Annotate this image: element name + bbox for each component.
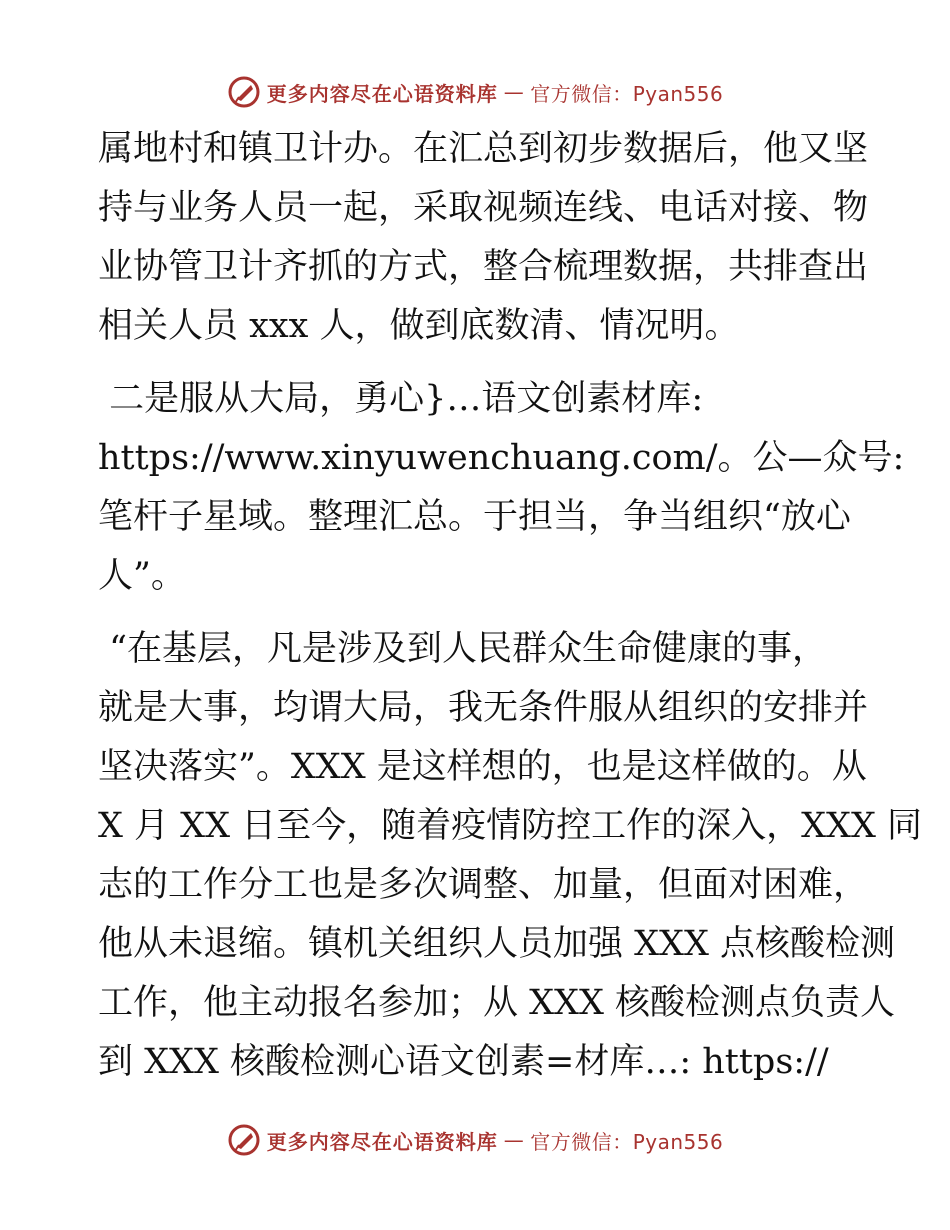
- text-line: 坚决落实”。XXX 是这样想的，也是这样做的。从: [98, 747, 867, 787]
- text-line: 他从未退缩。镇机关组织人员加强 XXX 点核酸检测: [98, 924, 896, 964]
- text-line: 到 XXX 核酸检测心语文创素=材库…: https://: [98, 1042, 829, 1082]
- text-line: 属地村和镇卫计办。在汇总到初步数据后，他又坚: [98, 129, 869, 169]
- banner-contact: 官方微信：Pyan556: [530, 1129, 724, 1154]
- text-line: “在基层，凡是涉及到人民群众生命健康的事，: [98, 629, 828, 669]
- text-line: 工作，他主动报名参加；从 XXX 核酸检测点负责人: [98, 983, 896, 1023]
- paragraph-1: [98, 120, 869, 356]
- paragraph-2: [98, 370, 905, 606]
- text-line: https://www.xinyuwenchuang.com/。公—众号:: [98, 438, 905, 478]
- banner-brand: 更多内容尽在心语资料库: [266, 81, 498, 106]
- header-banner: [0, 70, 950, 114]
- text-line: 就是大事，均谓大局，我无条件服从组织的安排并: [98, 688, 869, 728]
- document-body: [98, 120, 923, 1092]
- text-line: 持与业务人员一起，采取视频连线、电话对接、物: [98, 188, 869, 228]
- quill-logo-icon: [227, 75, 261, 109]
- quill-logo-icon: [227, 1123, 261, 1157]
- text-line: X 月 XX 日至今，随着疫情防控工作的深入，XXX 同: [98, 806, 923, 846]
- footer-banner: [0, 1118, 950, 1162]
- banner-separator: —: [503, 80, 525, 104]
- text-line: 业协管卫计齐抓的方式，整合梳理数据，共排查出: [98, 247, 869, 287]
- text-line: 人”。: [98, 556, 186, 596]
- text-line: 笔杆子星域。整理汇总。于担当，争当组织“放心: [98, 497, 851, 537]
- text-line: 二是服从大局，勇心}…语文创素材库:: [98, 379, 704, 419]
- banner-contact: 官方微信：Pyan556: [530, 81, 724, 106]
- banner-brand: 更多内容尽在心语资料库: [266, 1129, 498, 1154]
- text-line: 志的工作分工也是多次调整、加量，但面对困难，: [98, 865, 869, 905]
- text-line: 相关人员 xxx 人，做到底数清、情况明。: [98, 306, 740, 346]
- paragraph-3: [98, 620, 923, 1092]
- banner-separator: —: [503, 1128, 525, 1152]
